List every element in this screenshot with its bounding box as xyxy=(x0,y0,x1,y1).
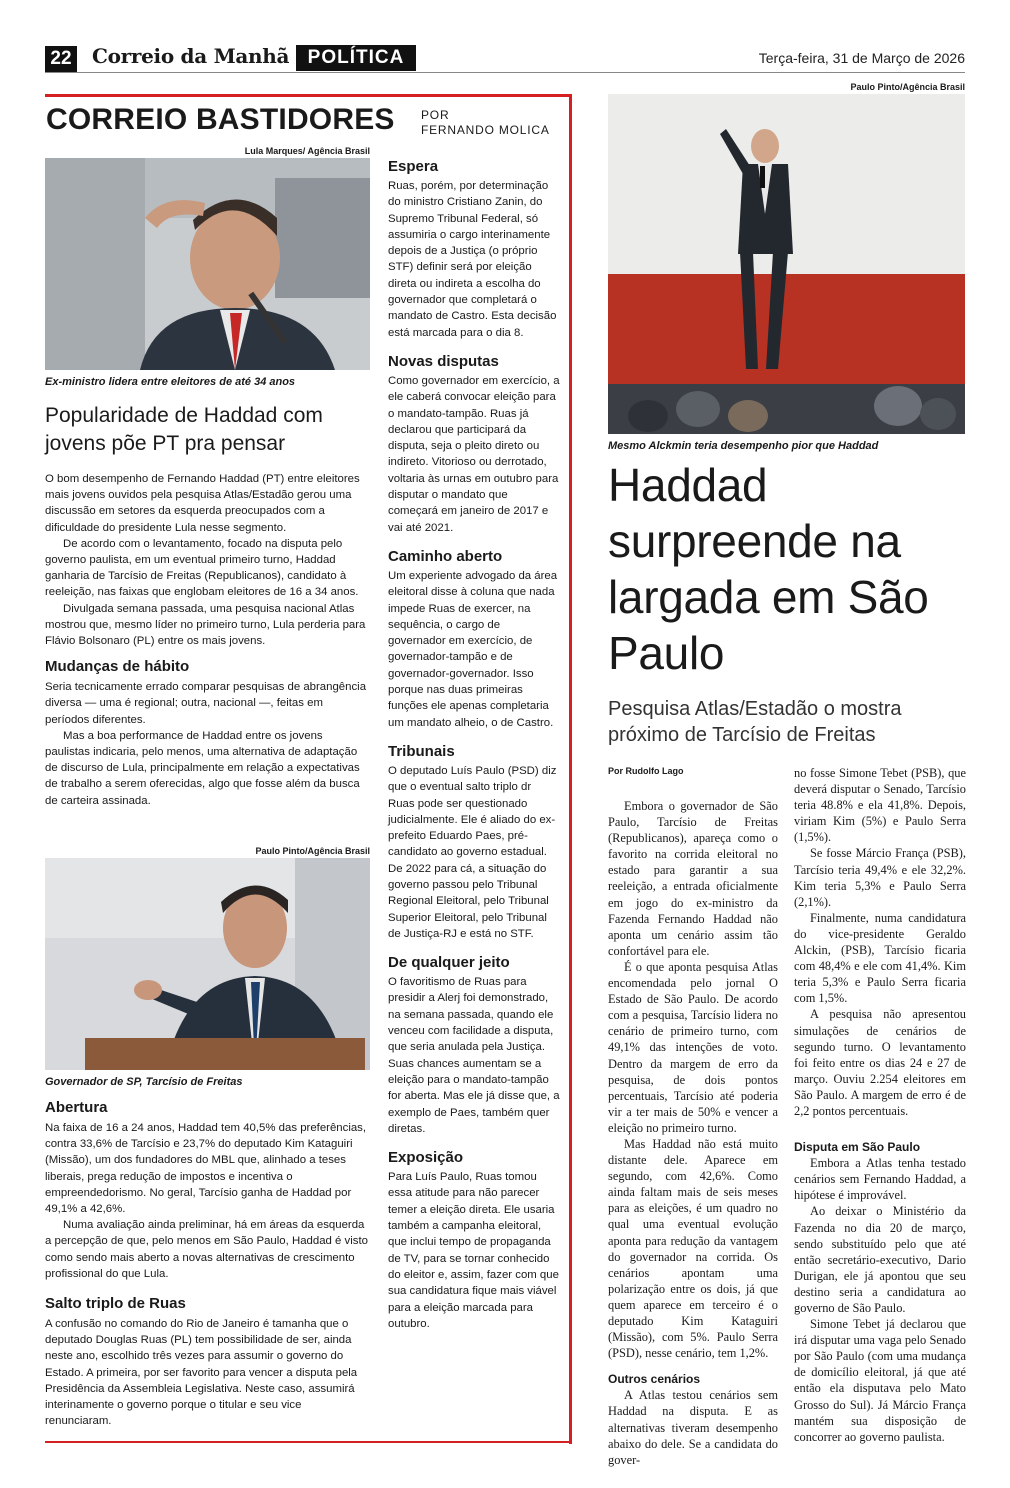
paragraph: É o que aponta pesquisa Atlas encomendada pelo jornal O Estado de São Paulo. De acordo com a pesquisa, Tarcísio lidera no cenário de primeiro turno, com 49,1% das intenções de voto. Dentro da margem de erro da pesquisa, de dois pontos percentuais, Tarcísio até poderia vir a ter mais de 50% e vencer a eleição no primeiro turno. xyxy=(608,959,778,1135)
note-heading: De qualquer jeito xyxy=(388,954,510,972)
main-article-column-1 xyxy=(608,798,778,1468)
issue-date: Terça-feira, 31 de Março de 2026 xyxy=(758,50,965,66)
note-heading: Novas disputas xyxy=(388,352,499,370)
left-article-continued xyxy=(45,1094,370,1429)
main-headline: Haddad surpreende na largada em São Paulo xyxy=(608,459,929,679)
paragraph: De acordo com o levantamento, focado na disputa pelo governo paulista, em um eventual primeiro turno, Haddad ganharia de Tarcísio de Freitas (Republicanos), candidato à reeleição, nas faixas que englobam eleitores de 16 a 34 anos. xyxy=(45,537,359,599)
article-byline: Por Rudolfo Lago xyxy=(608,766,684,776)
byline-name: FERNANDO MOLICA xyxy=(421,123,550,137)
column-notes xyxy=(388,158,560,1332)
section-label: POLÍTICA xyxy=(296,45,416,71)
masthead-logo: Correio da Manhã xyxy=(92,44,290,68)
article-headline: Popularidade de Haddad com jovens põe PT pra pensar xyxy=(45,404,323,455)
haddad-photo xyxy=(45,158,370,370)
paragraph: Ao deixar o Ministério da Fazenda no dia 20 de março, sendo substituído pelo que até então secretário-executivo, Dario Durigan, ele já apontou que seu destino seria a candidatura ao governo de São Paulo. xyxy=(794,1204,966,1315)
paragraph: Simone Tebet já declarou que irá disputar uma vaga pelo Senado por São Paulo (com uma mudança de domicílio eleitoral, já que até então ela disputava pelo Mato Grosso do Sul). Já Márcio França mantém sua disposição de concorrer ao governo paulista. xyxy=(794,1317,966,1444)
note-heading: Espera xyxy=(388,158,439,175)
photo-caption: Ex-ministro lidera entre eleitores de até 34 anos xyxy=(45,376,296,388)
note-heading: Exposição xyxy=(388,1149,464,1167)
column-frame-top xyxy=(45,94,572,97)
page-number: 22 xyxy=(45,46,77,72)
header-divider xyxy=(45,72,965,73)
photo-credit: Paulo Pinto/Agência Brasil xyxy=(850,82,965,92)
paragraph: Se fosse Márcio França (PSB), Tarcísio teria 49,4% e ele 32,2%. Kim teria 5,3% e Paulo Serra (2,1%). xyxy=(794,846,966,909)
subheading: Outros cenários xyxy=(608,1372,701,1387)
note-text: Um experiente advogado da área eleitoral disse à coluna que nada impede Ruas de exercer, na sequência, o cargo de governador em exercício, de governador-tampão e de governador-governador. Isso porque nas duas primeiras funções ele apenas completaria um mandato alheio, o de Castro. xyxy=(388,569,558,729)
column-byline xyxy=(421,108,550,138)
note-heading: Tribunais xyxy=(388,742,455,760)
photo-caption: Governador de SP, Tarcísio de Freitas xyxy=(45,1076,243,1088)
note-heading: Caminho aberto xyxy=(388,547,503,565)
paragraph: no fosse Simone Tebet (PSB), que deverá disputar o Senado, Tarcísio teria 48.8% e ela 41,8%. Depois, viriam Kim (5%) e Paulo Serra (1,5%). xyxy=(794,766,966,845)
column-title: CORREIO BASTIDORES xyxy=(46,103,395,136)
subheading: Disputa em São Paulo xyxy=(794,1140,921,1155)
photo-credit: Lula Marques/ Agência Brasil xyxy=(244,146,370,156)
note-text: Como governador em exercício, a ele caberá convocar eleição para o mandato-tampão. Ruas já declarou que participará da disputa, seja o pleito direto ou indireto. Vitorioso ou derrotado, voltaria às urnas em outubro para disputar o mandato que começará em janeiro de 2017 e vai até 2021. xyxy=(388,374,560,534)
alckmin-photo xyxy=(608,94,965,434)
paragraph: O bom desempenho de Fernando Haddad (PT) entre eleitores mais jovens ouvidos pela pesquisa Atlas/Estadão gerou uma discussão em setores da esquerda preocupados com a dificuldade do presidente Lula nesse segmento. xyxy=(45,473,360,534)
note-text: Para Luís Paulo, Ruas tomou essa atitude para não parecer temer a eleição direta. Ele usaria também a campanha eleitoral, que inclui tempo de propaganda de TV, para se tornar conhecido do eleitor e, assim, fazer com que sua candidatura fique mais viável para a eleição marcada para outubro. xyxy=(388,1171,559,1330)
paragraph: Na faixa de 16 a 24 anos, Haddad tem 40,5% das preferências, contra 33,6% de Tarcísio e 23,7% do deputado Kim Kataguiri (Missão), um dos fundadores do MBL que, alinhado a teses liberais, prega redução de impostos e incentiva o empreendedorismo. No geral, Tarcísio ganha de Haddad por 49,1% a 42,6%. xyxy=(45,1122,367,1216)
alckmin-photo-illustration xyxy=(608,94,965,434)
paragraph: Numa avaliação ainda preliminar, há em áreas da esquerda a percepção de que, pelo menos em São Paulo, Haddad é visto como sendo mais aberto a novas alternativas de crescimento profissional do que Lula. xyxy=(45,1219,368,1280)
photo-caption: Mesmo Alckmin teria desempenho pior que Haddad xyxy=(608,440,879,452)
main-article-column-2 xyxy=(794,765,966,1445)
note-text: Ruas, porém, por determinação do ministro Cristiano Zanin, do Supremo Tribunal Federal, só assumiria o cargo interinamente depois de a Justiça (o próprio STF) definir será por eleição direta ou indireta a escolha do governador que completará o mandato de Castro. Esta decisão está marcada para o dia 8. xyxy=(388,180,557,339)
subheading: Abertura xyxy=(45,1099,108,1116)
paragraph: Seria tecnicamente errado comparar pesquisas de abrangência diversa — uma é regional; outra, nacional —, feitas em períodos diferentes. xyxy=(45,681,367,726)
photo-credit: Paulo Pinto/Agência Brasil xyxy=(255,846,370,856)
subheading: Salto triplo de Ruas xyxy=(45,1295,186,1313)
paragraph: Mas a boa performance de Haddad entre os jovens paulistas indicaria, pelo menos, uma alternativa de adaptação de discurso de Lula, principalmente em relação a expectativas de trabalho a serem oferecidas, algo que fosse além da busca de carteira assinada. xyxy=(45,729,360,807)
paragraph: Finalmente, numa candidatura do vice-presidente Geraldo Alckin, (PSB), Tarcísio ficaria com 48,4% e ele com 41,4%. Kim teria 5,3% e Paulo Serra ficaria com 1,5%. xyxy=(794,910,966,1006)
subheading: Mudanças de hábito xyxy=(45,658,190,676)
paragraph: Embora a Atlas tenha testado cenários sem Fernando Haddad, a hipótese é improvável. xyxy=(794,1156,966,1203)
note-text: O favoritismo de Ruas para presidir a Alerj foi demonstrado, na semana passada, quando ele venceu com facilidade a disputa, que seria anulada pela Justiça. Suas chances aumentam se a eleição para o mandato-tampão for aberta. Mas ele já disse que, a exemplo de Paes, também quer diretas. xyxy=(388,976,560,1135)
paragraph: A confusão no comando do Rio de Janeiro é tamanha que o deputado Douglas Ruas (PL) tem possibilidade de ser, ainda neste ano, escolhido três vezes para assumir o governo do Estado. A primeira, por ser favorito para vencer a disputa pela Presidência da Assembleia Legislativa. Neste caso, assumirá interinamente o governo porque o titular e seu vice renunciaram. xyxy=(45,1318,358,1428)
note-text: O deputado Luís Paulo (PSD) diz que o eventual salto triplo dr Ruas pode ser questionado judicialmente. Ele é aliado do ex-prefeito Eduardo Paes, pré-candidato ao governo estadual. De 2022 para cá, a situação do governo passou pelo Tribunal Regional Eleitoral, pelo Tribunal Superior Eleitoral, pelo Tribunal de Justiça-RJ e está no STF. xyxy=(388,764,557,940)
tarcisio-photo xyxy=(45,858,370,1070)
main-deck: Pesquisa Atlas/Estadão o mostra próximo de Tarcísio de Freitas xyxy=(608,698,902,746)
paragraph: A pesquisa não apresentou simulações de cenários de segundo turno. O levantamento foi feito entre os dias 24 e 27 de março. Ouviu 2.254 eleitores em São Paulo. A margem de erro é de 2,2 pontos percentuais. xyxy=(794,1007,966,1118)
paragraph: Divulgada semana passada, uma pesquisa nacional Atlas mostrou que, mesmo líder no primeiro turno, Lula perderia para Flávio Bolsonaro (PL) entre os mais jovens. xyxy=(45,602,366,648)
left-article-intro xyxy=(45,471,370,809)
byline-label: POR xyxy=(421,108,450,122)
paragraph: Mas Haddad não está muito distante dele. Aparece em segundo, com 42,6%. Como ainda faltam mais de seis meses para as eleições, é um quadro no qual uma eventual evolução aponta para redução da vantagem do governador na corrida. Os cenários apontam uma polarização entre os dois, já que quem aparece em terceiro é o deputado Kim Kataguiri (Missão), com 5%. Paulo Serra (PSD), nesse cenário, tem 1,2%. xyxy=(608,1136,778,1361)
haddad-photo-illustration xyxy=(45,158,370,370)
column-frame-right xyxy=(569,94,572,1444)
tarcisio-photo-illustration xyxy=(45,858,370,1070)
paragraph: Embora o governador de São Paulo, Tarcísio de Freitas (Republicanos), apareça como o favorito na corrida eleitoral no estado para garantir a sua reeleição, a entrada oficialmente em jogo do ex-ministro da Fazenda Fernando Haddad não aponta um cenário assim tão confortável para ele. xyxy=(608,799,778,958)
paragraph: A Atlas testou cenários sem Haddad na disputa. E as alternativas tiveram desempenho abaixo do dele. Se a candidata do gover- xyxy=(608,1388,778,1467)
column-frame-bottom xyxy=(45,1441,572,1443)
